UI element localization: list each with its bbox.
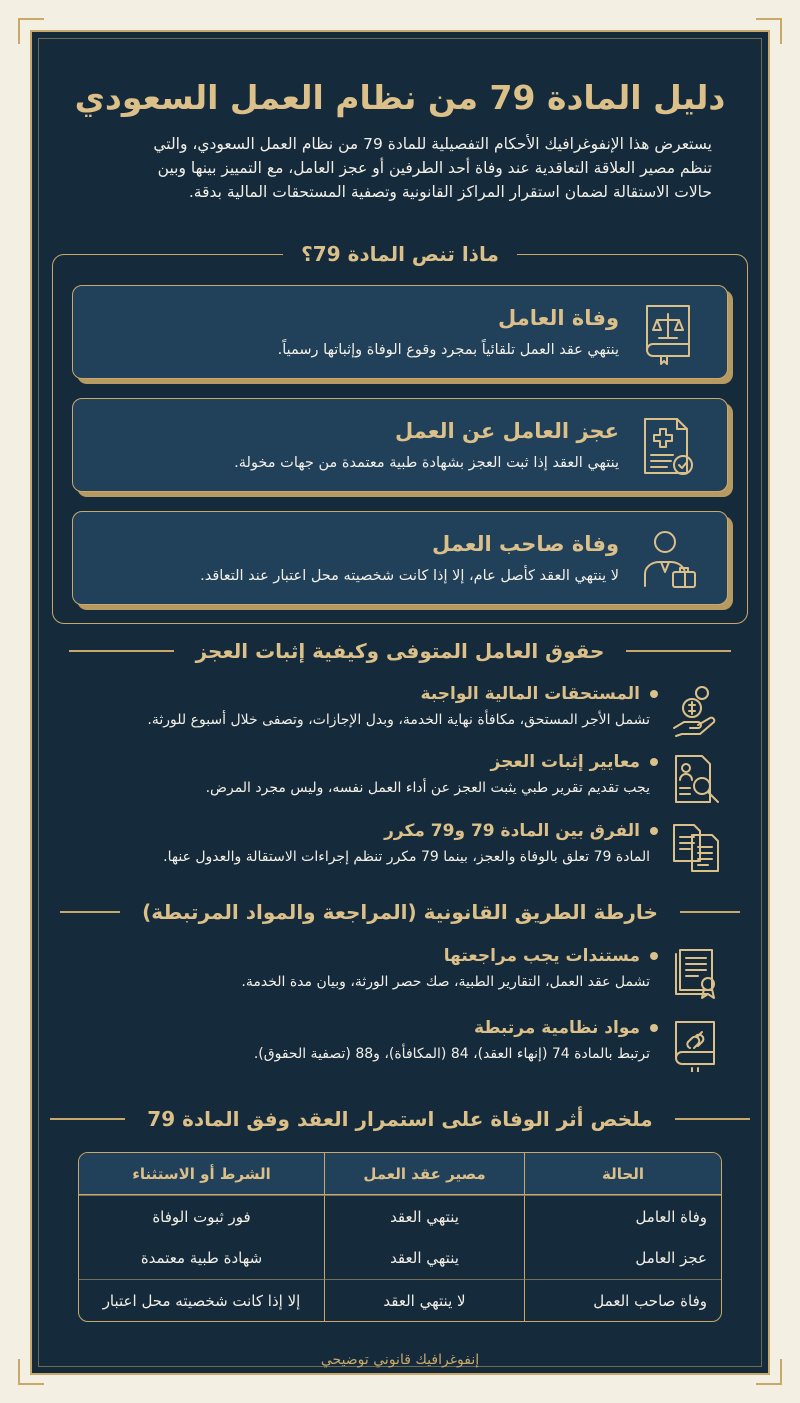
table-row xyxy=(79,1195,721,1237)
table-header-cell: الحالة xyxy=(525,1153,721,1195)
section-heading-text: ماذا تنص المادة 79؟ xyxy=(301,242,499,266)
table-cell: ينتهي العقد xyxy=(325,1195,525,1237)
section-heading-roadmap xyxy=(0,897,800,927)
table-cell: ينتهي العقد xyxy=(325,1237,525,1279)
item-title: مستندات يجب مراجعتها xyxy=(444,946,658,966)
intro-line: حالات الاستقالة لضمان استقرار المراكز القانونية وتصفية المستحقات المالية بدقة. xyxy=(188,183,712,201)
card-description: لا ينتهي العقد كأصل عام، إلا إذا كانت شخصيته محل اعتبار عند التعاقد. xyxy=(200,568,619,584)
item-description: تشمل عقد العمل، التقارير الطبية، صك حصر الورثة، وبيان مدة الخدمة. xyxy=(241,974,650,990)
item-description: يجب تقديم تقرير طبي يثبت العجز عن أداء العمل نفسه، وليس مجرد المرض. xyxy=(205,780,650,796)
bullet-dot xyxy=(650,690,658,698)
intro-line: يستعرض هذا الإنفوغرافيك الأحكام التفصيلية للمادة 79 من نظام العمل السعودي، والتي xyxy=(153,135,712,153)
table-cell: فور ثبوت الوفاة xyxy=(79,1195,325,1237)
table-header-row xyxy=(79,1153,721,1195)
list-item xyxy=(74,946,724,1006)
list-item xyxy=(74,1018,724,1078)
heading-divider xyxy=(69,650,174,652)
item-title: الفرق بين المادة 79 و79 مكرر xyxy=(384,821,658,841)
page-title: دليل المادة 79 من نظام العمل السعودي xyxy=(74,78,726,117)
footer-caption: إنفوغرافيك قانوني توضيحي xyxy=(320,1352,480,1368)
card-title: وفاة صاحب العمل xyxy=(431,532,619,556)
item-title: المستحقات المالية الواجبة xyxy=(421,684,658,704)
card-worker-disability xyxy=(72,398,728,492)
card-description: ينتهي العقد إذا ثبت العجز بشهادة طبية معتمدة من جهات مخولة. xyxy=(234,455,619,471)
section-heading-rights xyxy=(0,636,800,666)
heading-divider xyxy=(680,911,740,913)
summary-table xyxy=(78,1152,722,1322)
card-title: وفاة العامل xyxy=(498,306,619,330)
table-header-cell: الشرط أو الاستثناء xyxy=(79,1153,325,1195)
medical-document-icon xyxy=(637,413,699,479)
frame-corner xyxy=(756,18,782,44)
money-hand-icon xyxy=(670,684,724,738)
item-title: معايير إثبات العجز xyxy=(491,752,659,772)
list-item xyxy=(74,752,724,812)
section-heading-text: ملخص أثر الوفاة على استمرار العقد وفق المادة 79 xyxy=(147,1107,653,1131)
bullet-dot xyxy=(650,758,658,766)
intro-paragraph xyxy=(72,132,712,204)
table-cell: عجز العامل xyxy=(635,1249,707,1267)
card-description: ينتهي عقد العمل تلقائياً بمجرد وقوع الوفاة وإثباتها رسمياً. xyxy=(277,342,619,358)
heading-divider xyxy=(60,911,120,913)
document-search-icon xyxy=(670,752,724,806)
law-book-scales-icon xyxy=(637,300,699,366)
frame-corner xyxy=(18,18,44,44)
heading-divider xyxy=(50,1118,125,1120)
table-cell: إلا إذا كانت شخصيته محل اعتبار xyxy=(79,1279,325,1321)
table-cell: شهادة طبية معتمدة xyxy=(79,1237,325,1279)
item-title: مواد نظامية مرتبطة xyxy=(474,1018,658,1038)
linked-book-icon xyxy=(670,1018,724,1072)
bullet-dot xyxy=(650,827,658,835)
table-cell: وفاة العامل xyxy=(525,1195,721,1237)
card-employer-death xyxy=(72,511,728,605)
list-item xyxy=(74,821,724,881)
compare-documents-icon xyxy=(670,821,724,875)
section-heading-text: حقوق العامل المتوفى وكيفية إثبات العجز xyxy=(195,639,605,663)
item-description: ترتبط بالمادة 74 (إنهاء العقد)، 84 (المكافأة)، و88 (تصفية الحقوق). xyxy=(253,1046,650,1062)
item-description: المادة 79 تعلق بالوفاة والعجز، بينما 79 مكرر تنظم إجراءات الاستقالة والعدول عنها. xyxy=(163,849,650,865)
card-title: عجز العامل عن العمل xyxy=(394,419,619,443)
table-cell: وفاة صاحب العمل xyxy=(525,1279,721,1321)
item-description: تشمل الأجر المستحق، مكافأة نهاية الخدمة، وبدل الإجازات، وتصفى خلال أسبوع للورثة. xyxy=(147,712,650,728)
bullet-dot xyxy=(650,952,658,960)
table-row xyxy=(79,1279,721,1321)
heading-divider xyxy=(626,650,731,652)
section-heading-text: خارطة الطريق القانونية (المراجعة والمواد المرتبطة) xyxy=(142,900,658,924)
intro-line: تنظم مصير العلاقة التعاقدية عند وفاة أحد الطرفين أو عجز العامل، مع التمييز بينها وبين xyxy=(157,159,712,177)
businessman-icon xyxy=(637,526,699,592)
card-worker-death xyxy=(72,285,728,379)
heading-divider xyxy=(675,1118,750,1120)
certificate-documents-icon xyxy=(670,946,724,1000)
table-header-cell: مصير عقد العمل xyxy=(325,1153,525,1195)
table-cell: لا ينتهي العقد xyxy=(325,1279,525,1321)
bullet-dot xyxy=(650,1024,658,1032)
section-heading-summary xyxy=(0,1104,800,1134)
list-item xyxy=(74,684,724,744)
section-heading-article xyxy=(0,239,800,269)
table-row xyxy=(79,1237,721,1279)
